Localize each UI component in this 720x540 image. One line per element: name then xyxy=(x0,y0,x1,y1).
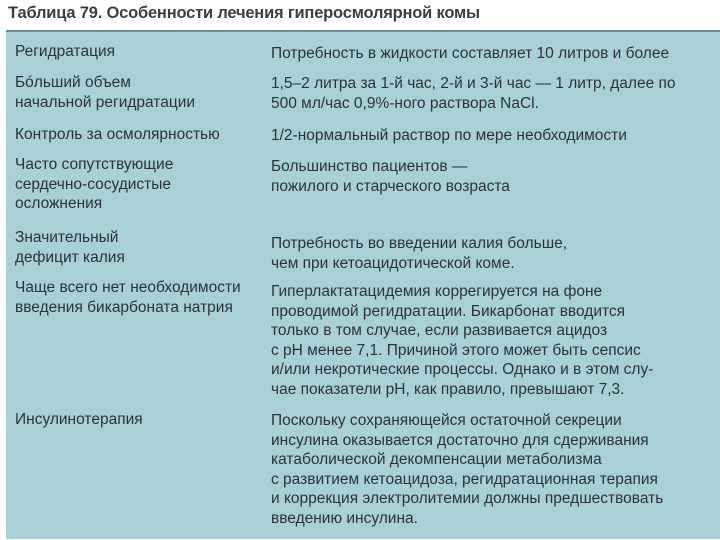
row-description: Потребность в жидкости составляет 10 литров и более xyxy=(271,45,670,62)
row-label: Регидратация xyxy=(15,43,116,60)
table-row xyxy=(6,72,720,118)
row-description: Гиперлактатацидемия коррегируется на фоне проводимой регидратации. Бикарбонат вводится только в том случае, если развивается ацидоз с рН менее 7,1. Причиной этого может быть сепсис и/или некротические процессы. Однако и в этом слу- чае показатели рН, как правило, превышают 7,3. xyxy=(271,283,654,398)
row-description: Поскольку сохраняющейся остаточной секреции инсулина оказывается достаточно для сдерживания катаболической декомпенсации метаболизма с развитием кетоацидоза, регидратационная терапия и коррекция электролитемии должны предшествовать введению инсулина. xyxy=(271,412,664,527)
row-label: Бóльший объем начальной регидратации xyxy=(15,74,196,111)
table-row xyxy=(6,408,720,532)
table-row xyxy=(6,226,720,274)
row-description: 1/2-нормальный раствор по мере необходимости xyxy=(271,127,627,144)
row-label: Инсулинотерапия xyxy=(15,411,143,428)
row-label: Значительный дефицит калия xyxy=(15,229,125,266)
table-row xyxy=(6,154,720,220)
treatment-table xyxy=(6,30,720,539)
row-description: Большинство пациентов — пожилого и старческого возраста xyxy=(271,158,510,195)
table-row xyxy=(6,278,720,406)
row-label: Чаще всего нет необходимости введения бикарбоната натрия xyxy=(15,279,241,316)
row-description: 1,5–2 литра за 1-й час, 2-й и 3-й час — 1 литр, далее по 500 мл/час 0,9%-ного раствора NaCl. xyxy=(271,75,676,112)
row-description: Потребность во введении калия больше, чем при кетоацидотической коме. xyxy=(271,235,568,272)
row-label: Часто сопутствующие сердечно-сосудистые осложнения xyxy=(15,156,174,212)
table-row xyxy=(6,124,720,150)
row-label: Контроль за осмолярностью xyxy=(15,126,220,143)
table-row xyxy=(6,40,720,66)
table-title: Таблица 79. Особенности лечения гиперосмолярной комы xyxy=(8,4,480,22)
